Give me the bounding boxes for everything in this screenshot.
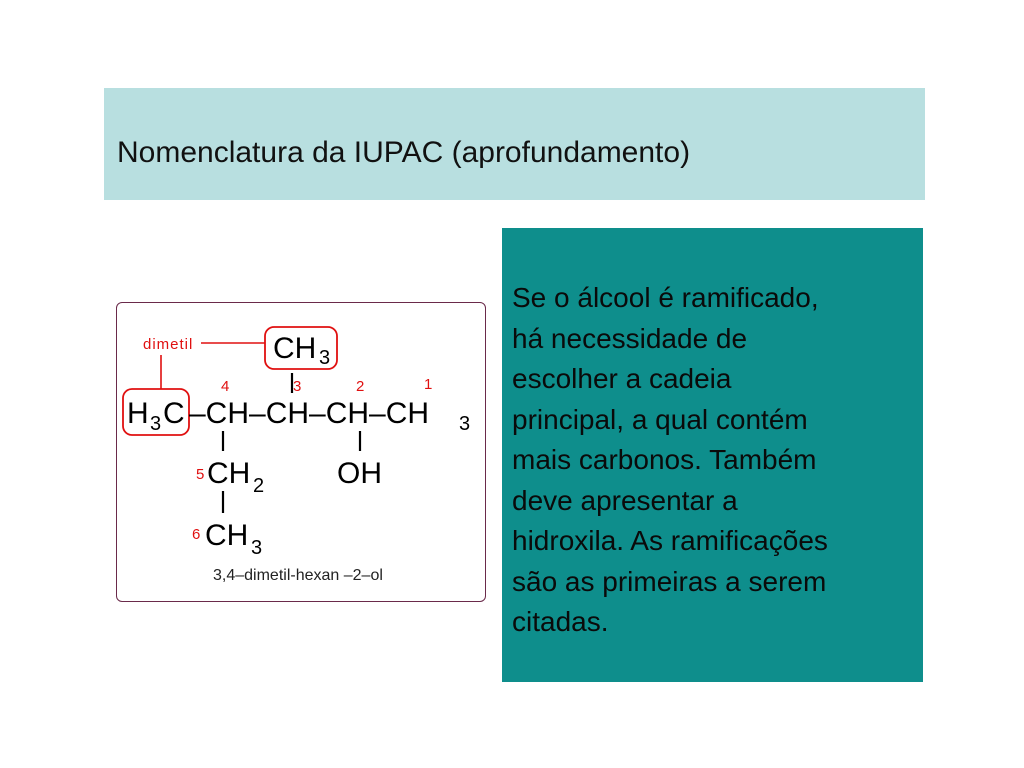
dimetil-label: dimetil	[143, 336, 194, 353]
main-chain: –CH–CH–CH–CH	[189, 397, 430, 430]
oh-group: OH	[337, 457, 382, 490]
slide-title-bar	[104, 88, 925, 200]
explanation-text	[512, 278, 828, 643]
left-c: C	[163, 397, 185, 430]
explanation-line: citadas.	[512, 606, 609, 637]
bottom-ch3-sub: 3	[251, 537, 263, 559]
ch2-main: CH	[207, 457, 251, 490]
carbon-number-2: 2	[356, 378, 365, 395]
carbon-number-6: 6	[192, 526, 201, 543]
left-h-sub: 3	[150, 413, 162, 435]
slide-title: Nomenclatura da IUPAC (aprofundamento)	[117, 136, 691, 169]
explanation-line: principal, a qual contém	[512, 403, 808, 435]
explanation-line: são as primeiras a serem	[512, 565, 827, 597]
explanation-line: Se o álcool é ramificado,	[512, 282, 819, 313]
carbon-number-5: 5	[196, 466, 205, 483]
carbon-number-3: 3	[293, 378, 302, 395]
carbon-number-4: 4	[221, 378, 230, 395]
top-ch3-sub: 3	[319, 347, 331, 369]
explanation-panel	[502, 228, 923, 682]
explanation-line: há necessidade de	[512, 322, 748, 354]
structural-formula-box	[116, 302, 486, 602]
left-h: H	[127, 397, 149, 430]
top-ch3-main: CH	[273, 332, 317, 365]
carbon-number-1: 1	[424, 376, 433, 393]
structural-formula	[117, 303, 485, 601]
explanation-line: mais carbonos. Também	[512, 444, 817, 475]
explanation-line: hidroxila. As ramificações	[512, 525, 828, 556]
iupac-name: 3,4–dimetil-hexan –2–ol	[213, 567, 383, 584]
bottom-ch3-main: CH	[205, 519, 249, 552]
ch2-sub: 2	[253, 475, 265, 497]
main-chain-end-sub: 3	[459, 413, 471, 435]
explanation-line: escolher a cadeia	[512, 363, 732, 394]
explanation-line: deve apresentar a	[512, 484, 738, 516]
